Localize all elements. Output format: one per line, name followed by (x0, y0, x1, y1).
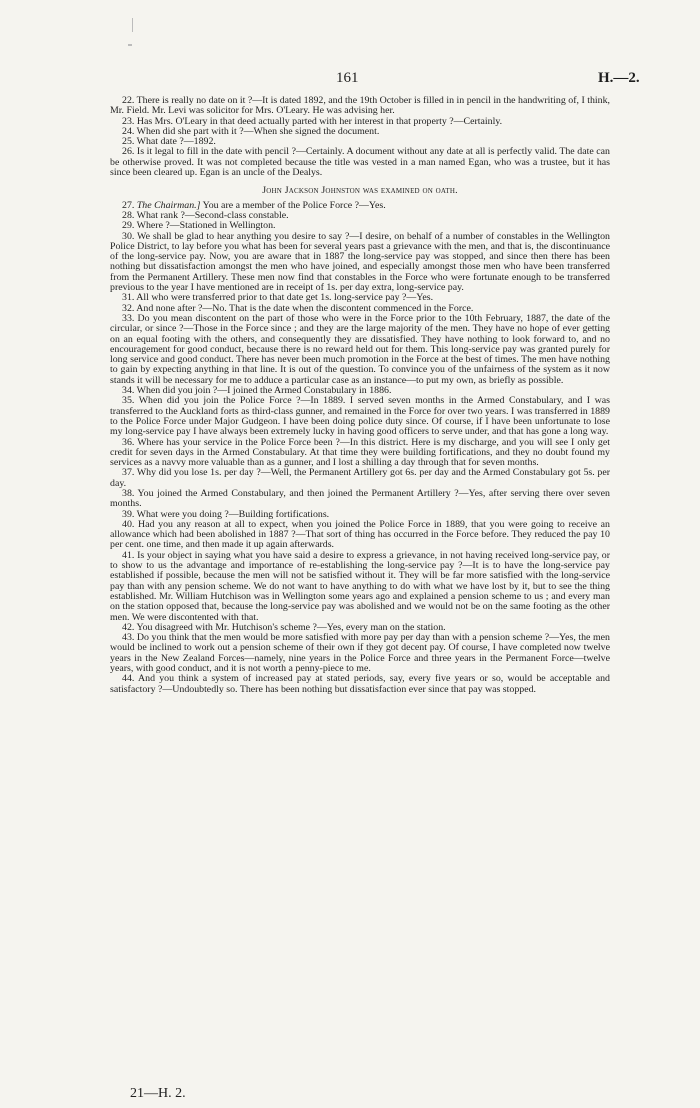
paragraph: 38. You joined the Armed Constabulary, and then joined the Permanent Artillery ?—Yes, after serving there over seven months. (110, 487, 610, 510)
paragraph: 24. When did she part with it ?—When she signed the document. (122, 125, 380, 137)
paragraph: 33. Do you mean discontent on the part of those who were in the Force prior to the 10th February, 1887, the date of the circular, or since ?—Those in the Force since ; and they are the large majority of the men. They have no hope of ever getting on an equal footing with the others, and consequently they are dissatisfied. They have nothing to look forward to, and no encouragement for good conduct, because there is no reward held out for them. This long-service pay was granted purely for long service and good conduct. There has never been much promotion in the Force at the best of times. The men have nothing to gain by expecting anything in that line. It is out of the question. To convince you of the unfairness of the system as it now stands it will be necessary for me to adduce a particular case as an instance—to put my own, as briefly as possible. (110, 312, 610, 386)
paragraph: 26. Is it legal to fill in the date with pencil ?—Certainly. A document without any date at all is perfectly valid. The date can be otherwise proved. It was not completed because the title was vested in a man named Egan, who was a trustee, but it has since been cleared up. Egan is an uncle of the Dealys. (110, 146, 610, 179)
paragraph: 42. You disagreed with Mr. Hutchison's scheme ?—Yes, every man on the station. (122, 621, 446, 633)
footer-signature: 21—H. 2. (130, 1086, 186, 1101)
speaker-cue: The Chairman.] (136, 199, 201, 211)
paragraph: 25. What date ?—1892. (122, 136, 216, 148)
witness-heading: John Jackson Johnston was examined on oath. (262, 185, 458, 197)
paragraph: 43. Do you think that the men would be more satisfied with more pay per day than with a pension scheme ?—Yes, the men would be inclined to work out a pension scheme of their own if they got decent pay. Of course, I have completed now twelve years in the New Zealand Forces—namely, nine years in the Police Force and three years in the Permanent Force—twelve years, with good conduct, and it is not worth a penny-piece to me. (110, 632, 610, 675)
page-stain-mark (128, 44, 132, 46)
paragraph: 32. And none after ?—No. That is the date when the discontent commenced in the Force. (122, 302, 474, 314)
paragraph: 28. What rank ?—Second-class constable. (122, 209, 289, 221)
paragraph: 40. Had you any reason at all to expect, when you joined the Police Force in 1889, that you were going to receive an allowance which had been abolished in 1887 ?—That sort of thing has occurred in the Force before. They reduced the pay 10 per cent. one time, and then made it up again afterwards. (110, 518, 610, 551)
paragraph: 41. Is your object in saying what you have said a desire to express a grievance, in not having received long-service pay, or to show to us the advantage and importance of re-establishing the long-service pay ?—It is to have the long-service pay established if possible, because the men will not be satisfied without it. They will be far more satisfied with the long-service pay than with any pension scheme. We do not want to have anything to do with what we have lost by it, but to see the thing established. Mr. William Hutchison was in Wellington some years ago and explained a pension scheme to us ; and every man on the station opposed that, because the long-service pay was abolished and we would not be on the same footing as the other men. We were discontented with that. (110, 549, 610, 623)
paragraph: 35. When did you join the Police Force ?—In 1889. I served seven months in the Armed Constabulary, and I was transferred to the Auckland forts as third-class gunner, and remained in the Force for over two years. I was transferred in 1889 to the Police Force under Major Gudgeon. I have been doing police duty since. Of course, if I have been unfortunate to lose my long-service pay I have always been extremely lucky in having good officers to serve under, and that has gone a long way. (110, 395, 610, 438)
paragraph: 27. The Chairman.] You are a member of the Police Force ?—Yes. (122, 199, 386, 211)
testimony-text (110, 96, 610, 695)
paragraph: 23. Has Mrs. O'Leary in that deed actually parted with her interest in that property ?—Certainly. (122, 115, 503, 127)
page-number: 161 (336, 70, 359, 86)
page-stain-mark (132, 18, 133, 32)
paragraph: 30. We shall be glad to hear anything you desire to say ?—I desire, on behalf of a number of constables in the Wellington Police District, to lay before you what has been for several years past a grievance with the men, and that is, the discontinuance of the long-service pay. Now, you are aware that in 1887 the long-service pay was stopped, and since then there has been nothing but dissatisfaction amongst the men who have joined, and especially amongst those men who have been transferred from the Permanent Artillery. These men now find that constables in the Force who were fortunate enough to be transferred previous to the year I have mentioned are in receipt of 1s. per day extra, long-service pay. (110, 230, 610, 294)
paragraph: 36. Where has your service in the Police Force been ?—In this district. Here is my discharge, and you will see I only get credit for seven days in the Armed Constabulary. At that time they were building fortifications, and they no doubt found my services as a navvy more valuable than as a gunner, and I lost a shilling a day through that for seven months. (110, 436, 610, 469)
paragraph: 22. There is really no date on it ?—It is dated 1892, and the 19th October is filled in in pencil in the handwriting of, I think, Mr. Field. Mr. Levi was solicitor for Mrs. O'Leary. He was advising her. (110, 95, 610, 117)
document-reference: H.—2. (598, 70, 640, 86)
paragraph: 34. When did you join ?—I joined the Armed Constabulary in 1886. (122, 385, 392, 397)
paragraph: 37. Why did you lose 1s. per day ?—Well, the Permanent Artillery got 6s. per day and the Armed Constabulary got 5s. per day. (110, 467, 610, 489)
paragraph: 39. What were you doing ?—Building fortifications. (122, 508, 330, 520)
paragraph: 31. All who were transferred prior to that date get 1s. long-service pay ?—Yes. (122, 292, 434, 304)
paragraph: 29. Where ?—Stationed in Wellington. (122, 220, 276, 232)
paragraph: 44. And you think a system of increased pay at stated periods, say, every five years or so, would be acceptable and satisfactory ?—Undoubtedly so. There has been nothing but dissatisfaction ever since that pay was stopped. (110, 673, 610, 695)
